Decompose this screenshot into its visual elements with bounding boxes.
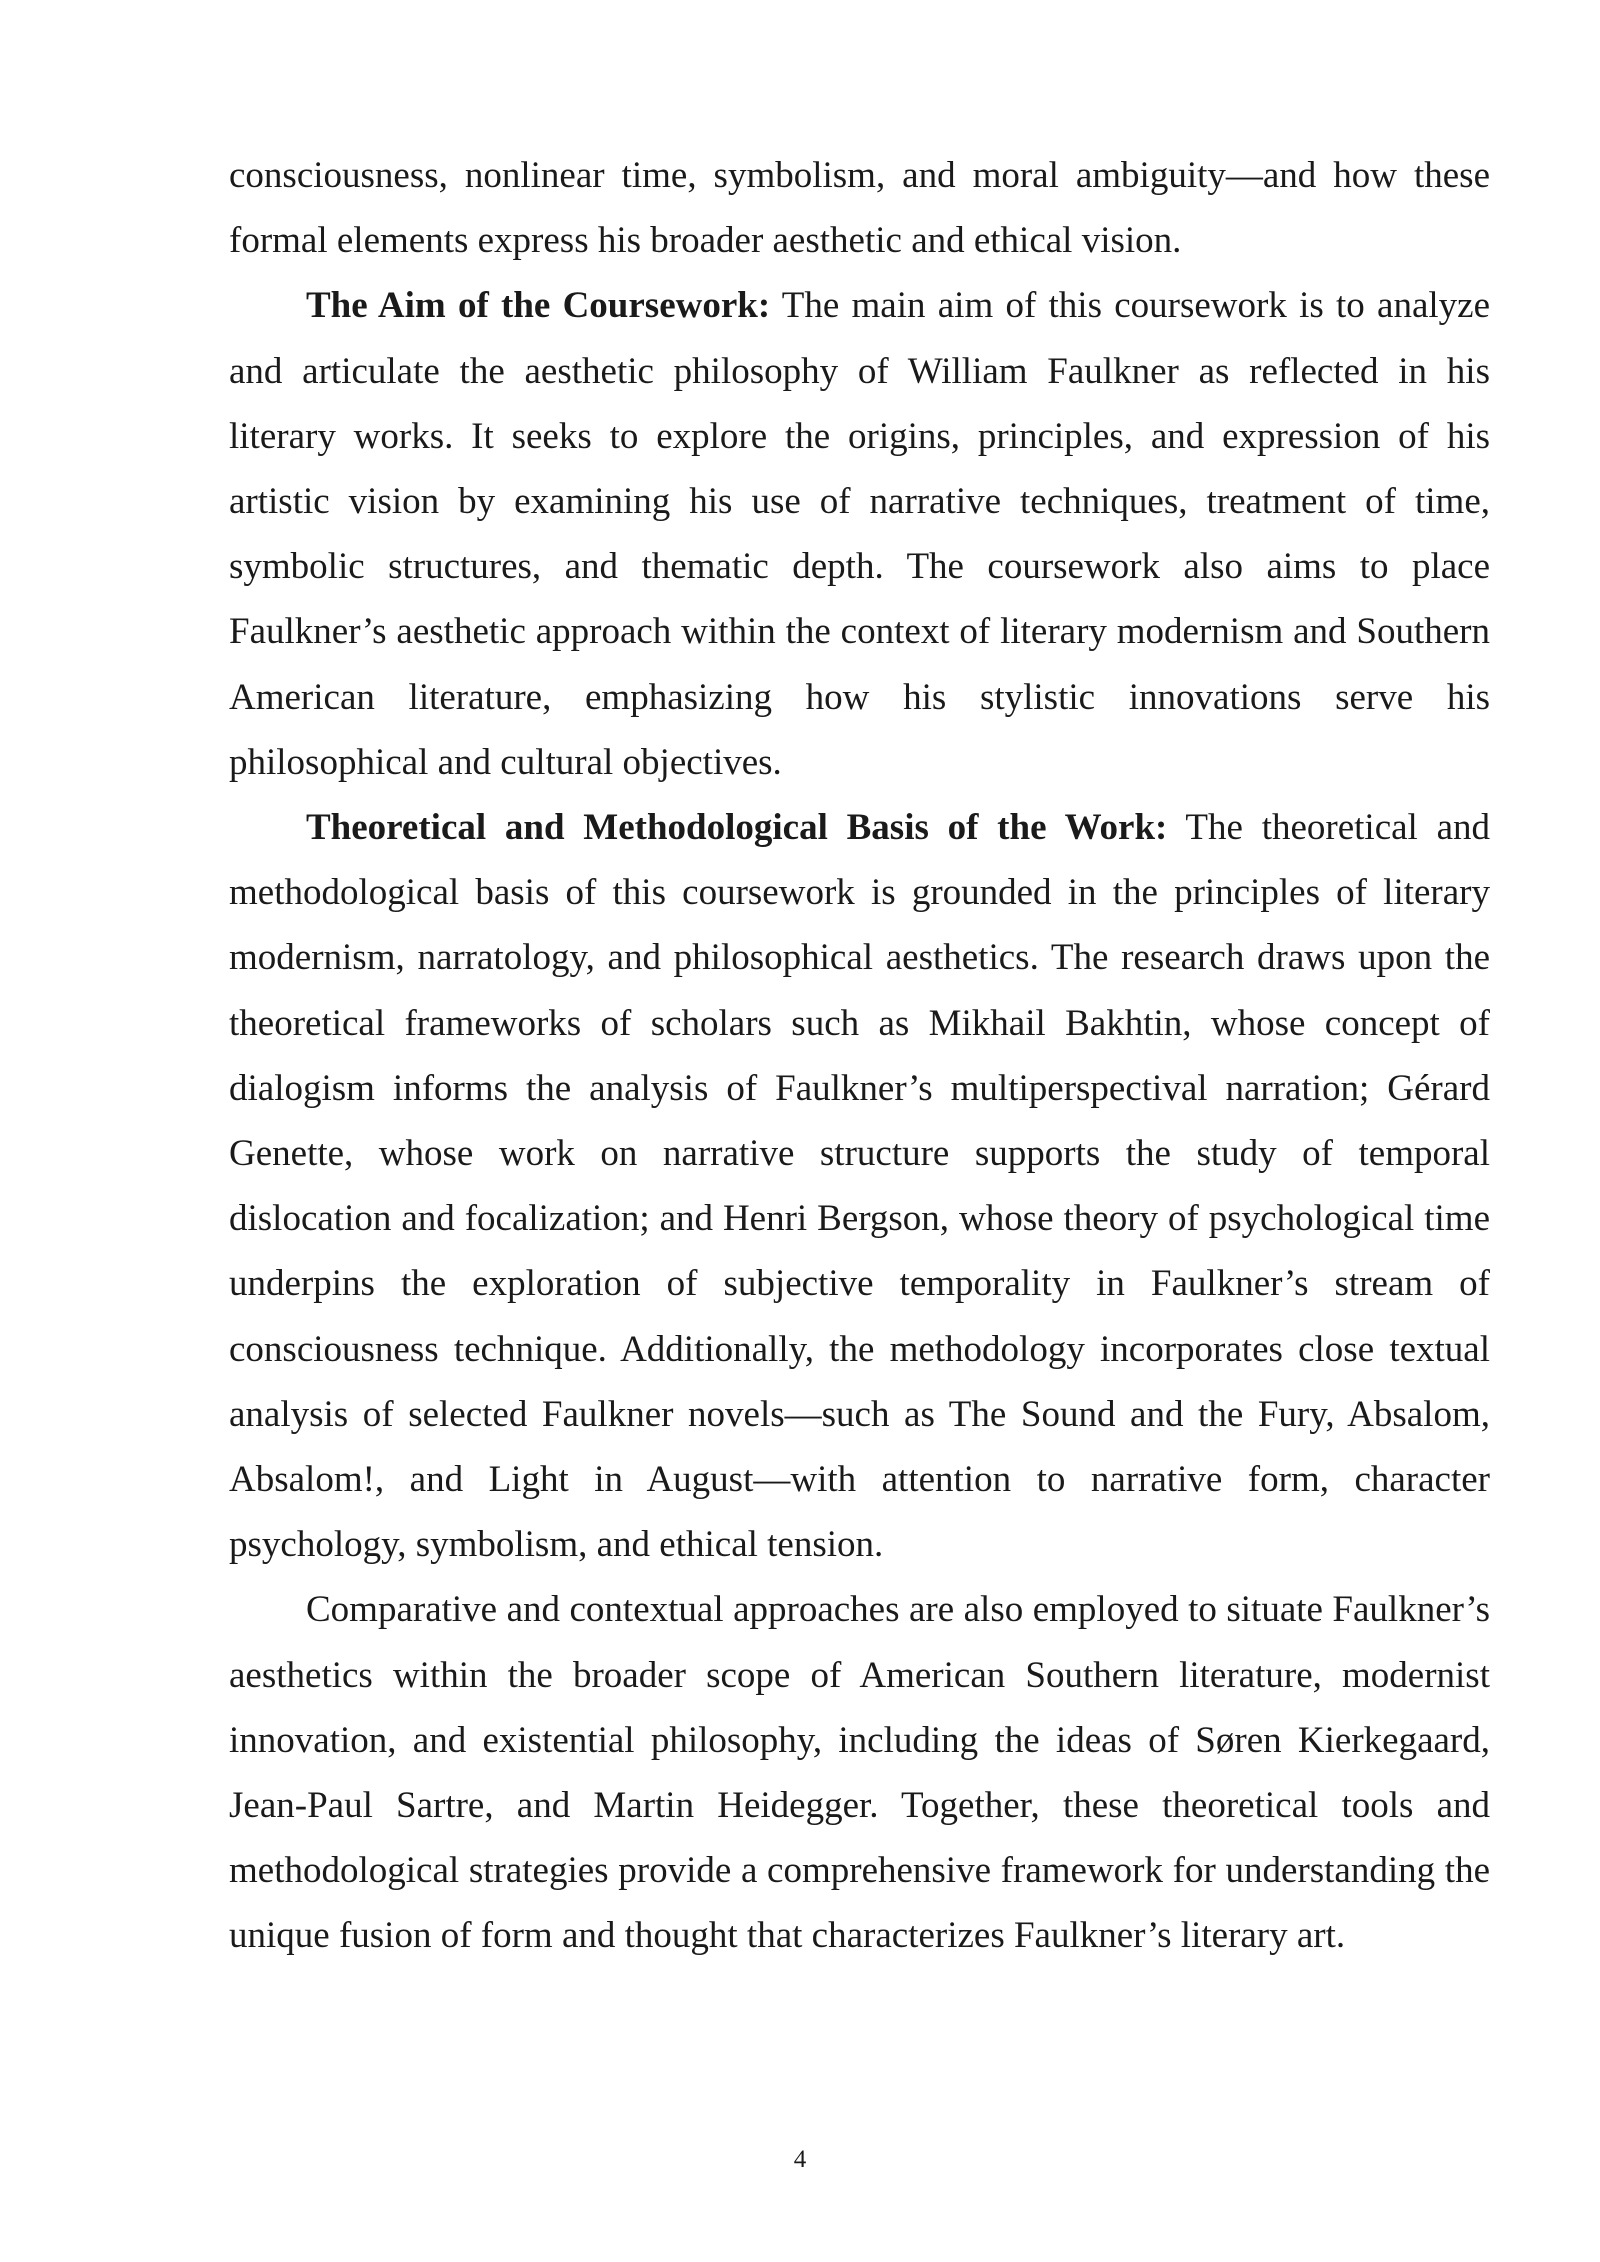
aim-text: The main aim of this coursework is to analyze and articulate the aesthetic philosophy of William Faulkner as reflected in his literary works. It seeks to explore the origins, principles, and expression of his artistic vision by examining his use of narrative techniques, treatment of time, symbolic structures, and thematic depth. The coursework also aims to place Faulkner’s aesthetic approach within the context of literary modernism and Southern American literature, emphasizing how his stylistic innovations serve his philosophical and cultural objectives. [229,285,1491,783]
comparative-text: Comparative and contextual approaches are also employed to situate Faulkner’s aesthetics within the broader scope of American Southern literature, modernist innovation, and existential philosophy, including the ideas of Søren Kierkegaard, Jean-Paul Sartre, and Martin Heidegger. Together, these theoretical tools and methodological strategies provide a comprehensive framework for understanding the unique fusion of form and thought that characterizes Faulkner’s literary art. [229,1589,1490,1957]
methodology-paragraph [229,795,1490,1577]
continuation-paragraph [229,143,1490,273]
aim-heading: The Aim of the Coursework: [306,285,771,327]
aim-paragraph [229,273,1490,795]
paragraph-text: consciousness, nonlinear time, symbolism, and moral ambiguity—and how these formal elements express his broader aesthetic and ethical vision. [229,155,1490,262]
comparative-paragraph [229,1577,1490,1968]
page-body [229,143,1490,1969]
methodology-text: The theoretical and methodological basis of this coursework is grounded in the principles of literary modernism, narratology, and philosophical aesthetics. The research draws upon the theoretical frameworks of scholars such as Mikhail Bakhtin, whose concept of dialogism informs the analysis of Faulkner’s multiperspectival narration; Gérard Genette, whose work on narrative structure supports the study of temporal dislocation and focalization; and Henri Bergson, whose theory of psychological time underpins the exploration of subjective temporality in Faulkner’s stream of consciousness technique. Additionally, the methodology incorporates close textual analysis of selected Faulkner novels—such as The Sound and the Fury, Absalom, Absalom!, and Light in August—with attention to narrative form, character psychology, symbolism, and ethical tension. [229,807,1490,1566]
methodology-heading: Theoretical and Methodological Basis of the Work: [306,807,1168,849]
page-number: 4 [793,2146,807,2173]
